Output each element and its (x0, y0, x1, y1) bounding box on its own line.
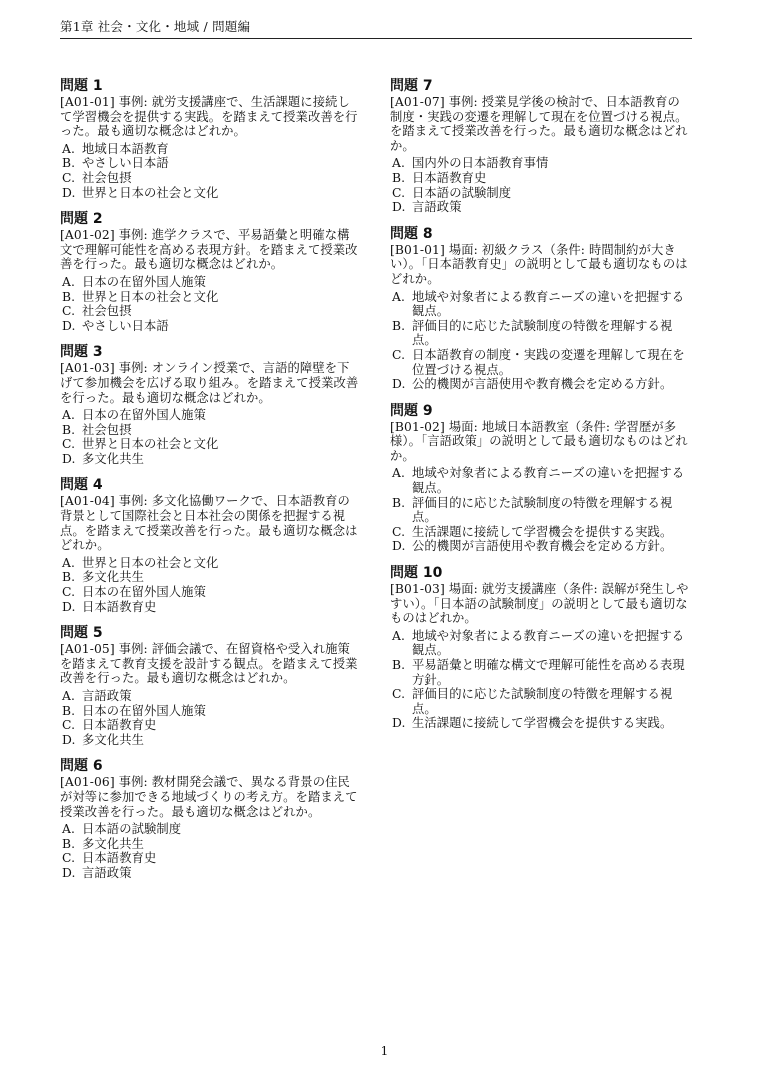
answer-option (60, 718, 360, 733)
question-block (60, 211, 360, 333)
answer-option (60, 556, 360, 571)
option-letter: D. (62, 451, 76, 466)
option-letter: C. (392, 347, 406, 362)
option-text: 日本の在留外国人施策 (82, 408, 206, 423)
option-letter: B. (392, 170, 406, 185)
answer-option (60, 851, 360, 866)
question-title: 問題 3 (60, 344, 103, 361)
option-text: 社会包摂 (82, 304, 132, 319)
option-text: 生活課題に接続して学習機会を提供する実践。 (412, 716, 673, 731)
answer-option (390, 171, 690, 186)
option-list (390, 629, 690, 731)
option-text: 国内外の日本語教育事情 (412, 156, 549, 171)
option-list (60, 142, 360, 200)
answer-option (390, 319, 690, 348)
option-letter: A. (392, 628, 405, 643)
question-stem: [A01-03] 事例: オンライン授業で、言語的障壁を下げて参加機会を広げる取り組み。を踏まえて授業改善を行った。最も適切な概念はどれか。 (60, 361, 359, 405)
option-text: やさしい日本語 (82, 318, 169, 333)
answer-option (60, 866, 360, 881)
option-letter: C. (62, 851, 76, 866)
question-title: 問題 4 (60, 477, 103, 494)
answer-option (60, 837, 360, 852)
option-text: 地域や対象者による教育ニーズの違いを把握する観点。 (412, 289, 685, 319)
option-text: 公的機関が言語使用や教育機会を定める方針。 (412, 539, 673, 554)
answer-option (390, 496, 690, 525)
option-list (390, 290, 690, 392)
option-letter: D. (392, 539, 406, 554)
question-title: 問題 9 (390, 402, 433, 419)
option-text: 評価目的に応じた試験制度の特徴を理解する視点。 (412, 495, 673, 525)
option-text: 日本の在留外国人施策 (82, 703, 206, 718)
option-text: 日本の在留外国人施策 (82, 585, 206, 600)
option-letter: B. (62, 422, 76, 437)
option-letter: B. (62, 836, 76, 851)
option-text: 多文化共生 (82, 570, 144, 585)
option-list (60, 408, 360, 466)
option-text: 地域や対象者による教育ニーズの違いを把握する観点。 (412, 628, 685, 658)
option-letter: C. (62, 170, 76, 185)
option-letter: C. (392, 687, 406, 702)
option-letter: A. (62, 408, 75, 423)
option-text: 日本語教育史 (82, 851, 157, 866)
answer-option (60, 142, 360, 157)
answer-option (60, 704, 360, 719)
question-block (390, 78, 690, 215)
option-text: 社会包摂 (82, 422, 132, 437)
option-text: 公的機関が言語使用や教育機会を定める方針。 (412, 377, 673, 392)
answer-option (60, 452, 360, 467)
option-text: 世界と日本の社会と文化 (82, 555, 219, 570)
option-text: 言語政策 (82, 865, 132, 880)
question-block (60, 758, 360, 880)
answer-option (390, 200, 690, 215)
answer-option (60, 423, 360, 438)
question-title: 問題 1 (60, 78, 103, 94)
option-letter: B. (62, 156, 76, 171)
left-column (60, 78, 360, 892)
option-letter: B. (62, 570, 76, 585)
option-letter: A. (392, 466, 405, 481)
option-letter: D. (392, 377, 406, 392)
option-text: 地域日本語教育 (82, 141, 169, 156)
option-letter: D. (62, 599, 76, 614)
answer-option (390, 629, 690, 658)
question-stem: [A01-07] 事例: 授業見学後の検討で、日本語教育の制度・実践の変遷を理解して現在を位置づける視点。を踏まえて授業改善を行った。最も適切な概念はどれか。 (390, 95, 688, 153)
option-text: 日本語の試験制度 (82, 822, 182, 837)
option-letter: A. (62, 822, 75, 837)
question-block (60, 78, 360, 200)
right-column (390, 78, 690, 742)
option-letter: C. (392, 524, 406, 539)
answer-option (60, 437, 360, 452)
answer-option (60, 290, 360, 305)
option-text: 生活課題に接続して学習機会を提供する実践。 (412, 524, 673, 539)
question-title: 問題 5 (60, 625, 103, 642)
answer-option (60, 600, 360, 615)
answer-option (60, 171, 360, 186)
option-letter: D. (62, 865, 76, 880)
answer-option (60, 822, 360, 837)
answer-option (60, 408, 360, 423)
answer-option (390, 687, 690, 716)
option-letter: A. (62, 555, 75, 570)
option-text: 世界と日本の社会と文化 (82, 437, 219, 452)
question-stem: [A01-01] 事例: 就労支援講座で、生活課題に接続して学習機会を提供する実践。を踏まえて授業改善を行った。最も適切な概念はどれか。 (60, 95, 358, 139)
answer-option (390, 466, 690, 495)
option-list (60, 275, 360, 333)
question-stem: [B01-01] 場面: 初級クラス（条件: 時間制約が大きい）。「日本語教育史」の説明として最も適切なものはどれか。 (390, 242, 688, 286)
option-letter: D. (392, 716, 406, 731)
option-letter: C. (62, 437, 76, 452)
option-text: 平易語彙と明確な構文で理解可能性を高める表現方針。 (412, 658, 685, 687)
answer-option (390, 525, 690, 540)
option-letter: C. (62, 718, 76, 733)
option-text: 日本語教育史 (82, 718, 157, 733)
option-text: 社会包摂 (82, 170, 132, 185)
answer-option (60, 689, 360, 704)
option-list (390, 156, 690, 214)
option-text: 世界と日本の社会と文化 (82, 185, 219, 200)
page-header: 第1章 社会・文化・地域 / 問題編 (60, 18, 692, 39)
answer-option (390, 186, 690, 201)
option-letter: C. (62, 585, 76, 600)
answer-option (390, 716, 690, 731)
page-number: 1 (380, 1044, 389, 1058)
answer-option (60, 304, 360, 319)
option-text: 言語政策 (82, 689, 132, 703)
option-list (390, 466, 690, 554)
option-letter: B. (392, 495, 406, 510)
question-stem: [A01-06] 事例: 教材開発会議で、異なる背景の住民が対等に参加できる地域づくりの考え方。を踏まえて授業改善を行った。最も適切な概念はどれか。 (60, 775, 358, 819)
question-title: 問題 7 (390, 78, 433, 94)
question-title: 問題 2 (60, 211, 103, 228)
answer-option (60, 585, 360, 600)
question-stem: [A01-04] 事例: 多文化協働ワークで、日本語教育の背景として国際社会と日本社会の関係を把握する視点。を踏まえて授業改善を行った。最も適切な概念はどれか。 (60, 494, 358, 553)
question-block (390, 565, 690, 731)
answer-option (390, 539, 690, 554)
question-block (60, 344, 360, 466)
question-stem: [A01-05] 事例: 評価会議で、在留資格や受入れ施策を踏まえて教育支援を設計する観点。を踏まえて授業改善を行った。最も適切な概念はどれか。 (60, 642, 358, 686)
answer-option (390, 658, 690, 687)
option-text: 日本の在留外国人施策 (82, 274, 206, 289)
answer-option (390, 377, 690, 392)
option-text: 地域や対象者による教育ニーズの違いを把握する観点。 (412, 466, 685, 496)
option-text: 日本語教育史 (82, 599, 157, 614)
option-text: 多文化共生 (82, 732, 144, 747)
question-block (390, 226, 690, 392)
option-list (60, 822, 360, 880)
option-letter: D. (62, 185, 76, 200)
option-letter: C. (392, 185, 406, 200)
option-text: 日本語の試験制度 (412, 185, 512, 200)
option-letter: C. (62, 304, 76, 319)
option-letter: B. (62, 703, 76, 718)
option-text: 世界と日本の社会と文化 (82, 289, 219, 304)
answer-option (60, 156, 360, 171)
option-text: 日本語教育史 (412, 170, 487, 185)
option-text: 評価目的に応じた試験制度の特徴を理解する視点。 (412, 318, 673, 348)
answer-option (60, 570, 360, 585)
option-list (60, 556, 360, 614)
question-title: 問題 8 (390, 225, 433, 242)
option-text: 言語政策 (412, 200, 462, 215)
option-letter: A. (62, 274, 75, 289)
option-text: やさしい日本語 (82, 156, 169, 171)
answer-option (390, 156, 690, 171)
question-block (390, 403, 690, 554)
question-block (60, 477, 360, 614)
question-stem: [B01-02] 場面: 地域日本語教室（条件: 学習歴が多様）。「言語政策」の説明として最も適切なものはどれか。 (390, 419, 688, 463)
question-title: 問題 10 (390, 565, 443, 582)
option-letter: D. (62, 732, 76, 747)
answer-option (390, 290, 690, 319)
option-text: 多文化共生 (82, 451, 144, 466)
option-letter: A. (62, 689, 75, 703)
question-title: 問題 6 (60, 758, 103, 775)
option-letter: B. (62, 289, 76, 304)
option-letter: A. (392, 156, 405, 171)
question-block (60, 625, 360, 747)
answer-option (390, 348, 690, 377)
option-list (60, 689, 360, 747)
option-letter: B. (392, 318, 406, 333)
option-letter: A. (392, 289, 405, 304)
option-text: 日本語教育の制度・実践の変遷を理解して現在を位置づける視点。 (412, 347, 685, 377)
option-letter: D. (392, 200, 406, 215)
answer-option (60, 733, 360, 748)
option-letter: B. (392, 658, 406, 672)
option-text: 評価目的に応じた試験制度の特徴を理解する視点。 (412, 687, 673, 716)
question-stem: [A01-02] 事例: 進学クラスで、平易語彙と明確な構文で理解可能性を高める表現方針。を踏まえて授業改善を行った。最も適切な概念はどれか。 (60, 228, 358, 272)
option-letter: A. (62, 141, 75, 156)
answer-option (60, 319, 360, 334)
answer-option (60, 186, 360, 201)
answer-option (60, 275, 360, 290)
option-letter: D. (62, 318, 76, 333)
question-stem: [B01-03] 場面: 就労支援講座（条件: 誤解が発生しやすい）。「日本語の試験制度」の説明として最も適切なものはどれか。 (390, 582, 689, 626)
option-text: 多文化共生 (82, 836, 144, 851)
